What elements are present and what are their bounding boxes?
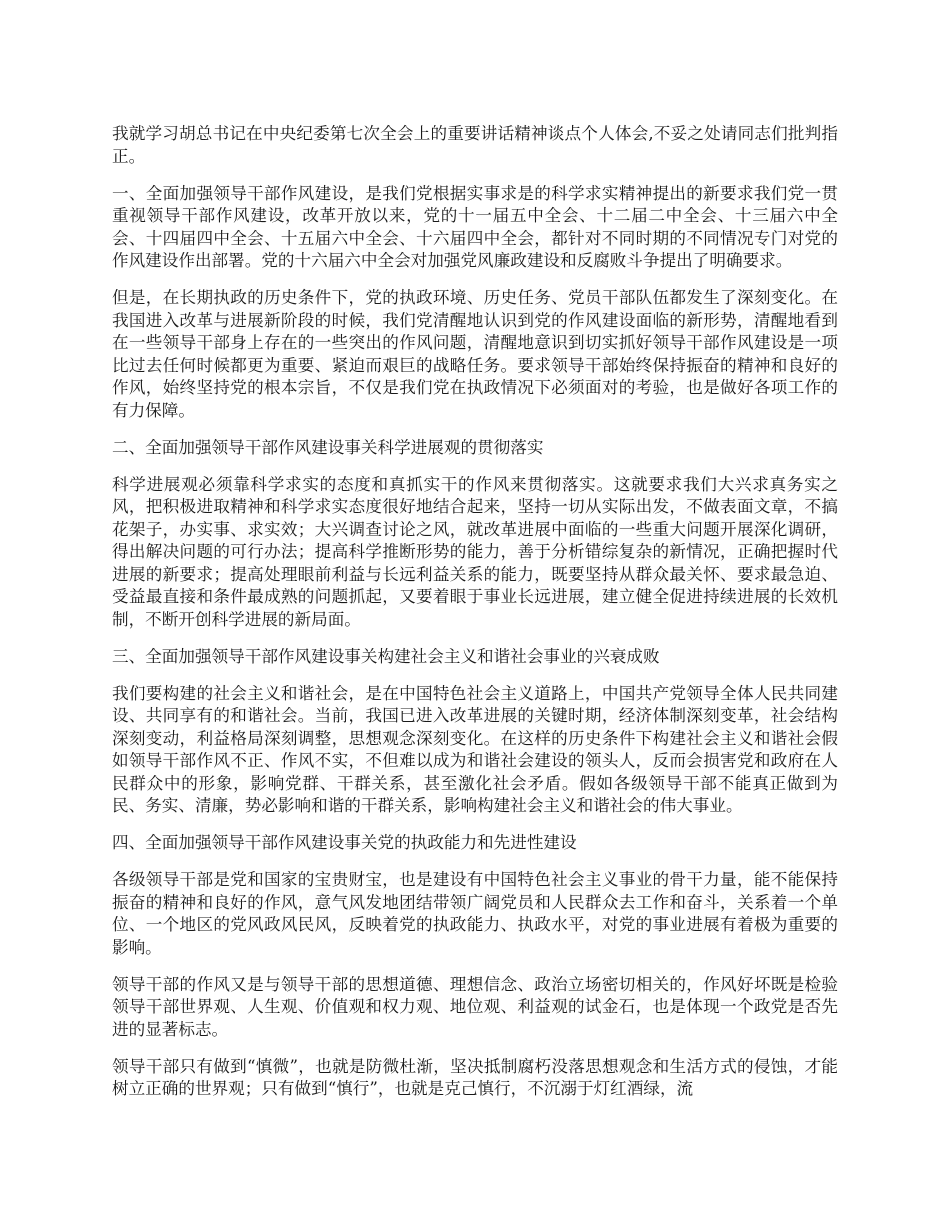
body-paragraph: 领导干部只有做到“慎微”，也就是防微杜渐，坚决抵制腐朽没落思想观念和生活方式的侵蚀，才能树立正确的世界观；只有做到“慎行”，也就是克己慎行，不沉溺于灯红酒绿，流	[112, 1056, 838, 1098]
intro-paragraph: 我就学习胡总书记在中央纪委第七次全会上的重要讲话精神谈点个人体会,不妥之处请同志们批判指正。	[112, 124, 838, 166]
document-body	[112, 123, 838, 1115]
section-four-heading: 四、全面加强领导干部作风建设事关党的执政能力和先进性建设	[112, 833, 577, 852]
section-one-paragraph: 一、全面加强领导干部作风建设，是我们党根据实事求是的科学求实精神提出的新要求我们党一贯重视领导干部作风建设，改革开放以来，党的十一届五中全会、十二届二中全会、十三届六中全会、十四届四中全会、十五届六中全会、十六届四中全会，都针对不同时期的不同情况专门对党的作风建设作出部署。党的十六届六中全会对加强党风廉政建设和反腐败斗争提出了明确要求。	[112, 183, 838, 270]
body-paragraph: 我们要构建的社会主义和谐社会，是在中国特色社会主义道路上，中国共产党领导全体人民共同建设、共同享有的和谐社会。当前，我国已进入改革进展的关键时期，经济体制深刻变革，社会结构深刻变动，利益格局深刻调整，思想观念深刻变化。在这样的历史条件下构建社会主义和谐社会假如领导干部作风不正、作风不实，不但难以成为和谐社会建设的领头人，反而会损害党和政府在人民群众中的形象，影响党群、干群关系，甚至激化社会矛盾。假如各级领导干部不能真正做到为民、务实、清廉，势必影响和谐的干群关系，影响构建社会主义和谐社会的伟大事业。	[112, 683, 838, 815]
body-paragraph: 各级领导干部是党和国家的宝贵财宝，也是建设有中国特色社会主义事业的骨干力量，能不能保持振奋的精神和良好的作风，意气风发地团结带领广阔党员和人民群众去工作和奋斗，关系着一个单位、一个地区的党风政风民风，反映着党的执政能力、执政水平，对党的事业进展有着极为重要的影响。	[112, 870, 838, 957]
body-paragraph: 领导干部的作风又是与领导干部的思想道德、理想信念、政治立场密切相关的，作风好坏既是检验领导干部世界观、人生观、价值观和权力观、地位观、利益观的试金石，也是体现一个政党是否先进的显著标志。	[112, 974, 838, 1039]
body-paragraph: 科学进展观必须靠科学求实的态度和真抓实干的作风来贯彻落实。这就要求我们大兴求真务实之风，把积极进取精神和科学求实态度很好地结合起来，坚持一切从实际出发，不做表面文章，不搞花架子，办实事、求实效；大兴调查讨论之风，就改革进展中面临的一些重大问题开展深化调研，得出解决问题的可行办法；提高科学推断形势的能力，善于分析错综复杂的新情况，正确把握时代进展的新要求；提高处理眼前利益与长远利益关系的能力，既要坚持从群众最关怀、要求最急迫、受益最直接和条件最成熟的问题抓起，又要着眼于事业长远进展，建立健全促进持续进展的长效机制，不断开创科学进展的新局面。	[112, 474, 838, 629]
body-paragraph: 但是，在长期执政的历史条件下，党的执政环境、历史任务、党员干部队伍都发生了深刻变化。在我国进入改革与进展新阶段的时候，我们党清醒地认识到党的作风建设面临的新形势，清醒地看到在一些领导干部身上存在的一些突出的作风问题，清醒地意识到切实抓好领导干部作风建设是一项比过去任何时候都更为重要、紧迫而艰巨的战略任务。要求领导干部始终保持振奋的精神和良好的作风，始终坚持党的根本宗旨，不仅是我们党在执政情况下必须面对的考验，也是做好各项工作的有力保障。	[112, 288, 838, 420]
section-three-heading: 三、全面加强领导干部作风建设事关构建社会主义和谐社会事业的兴衰成败	[112, 646, 660, 666]
section-two-heading: 二、全面加强领导干部作风建设事关科学进展观的贯彻落实	[112, 437, 544, 457]
